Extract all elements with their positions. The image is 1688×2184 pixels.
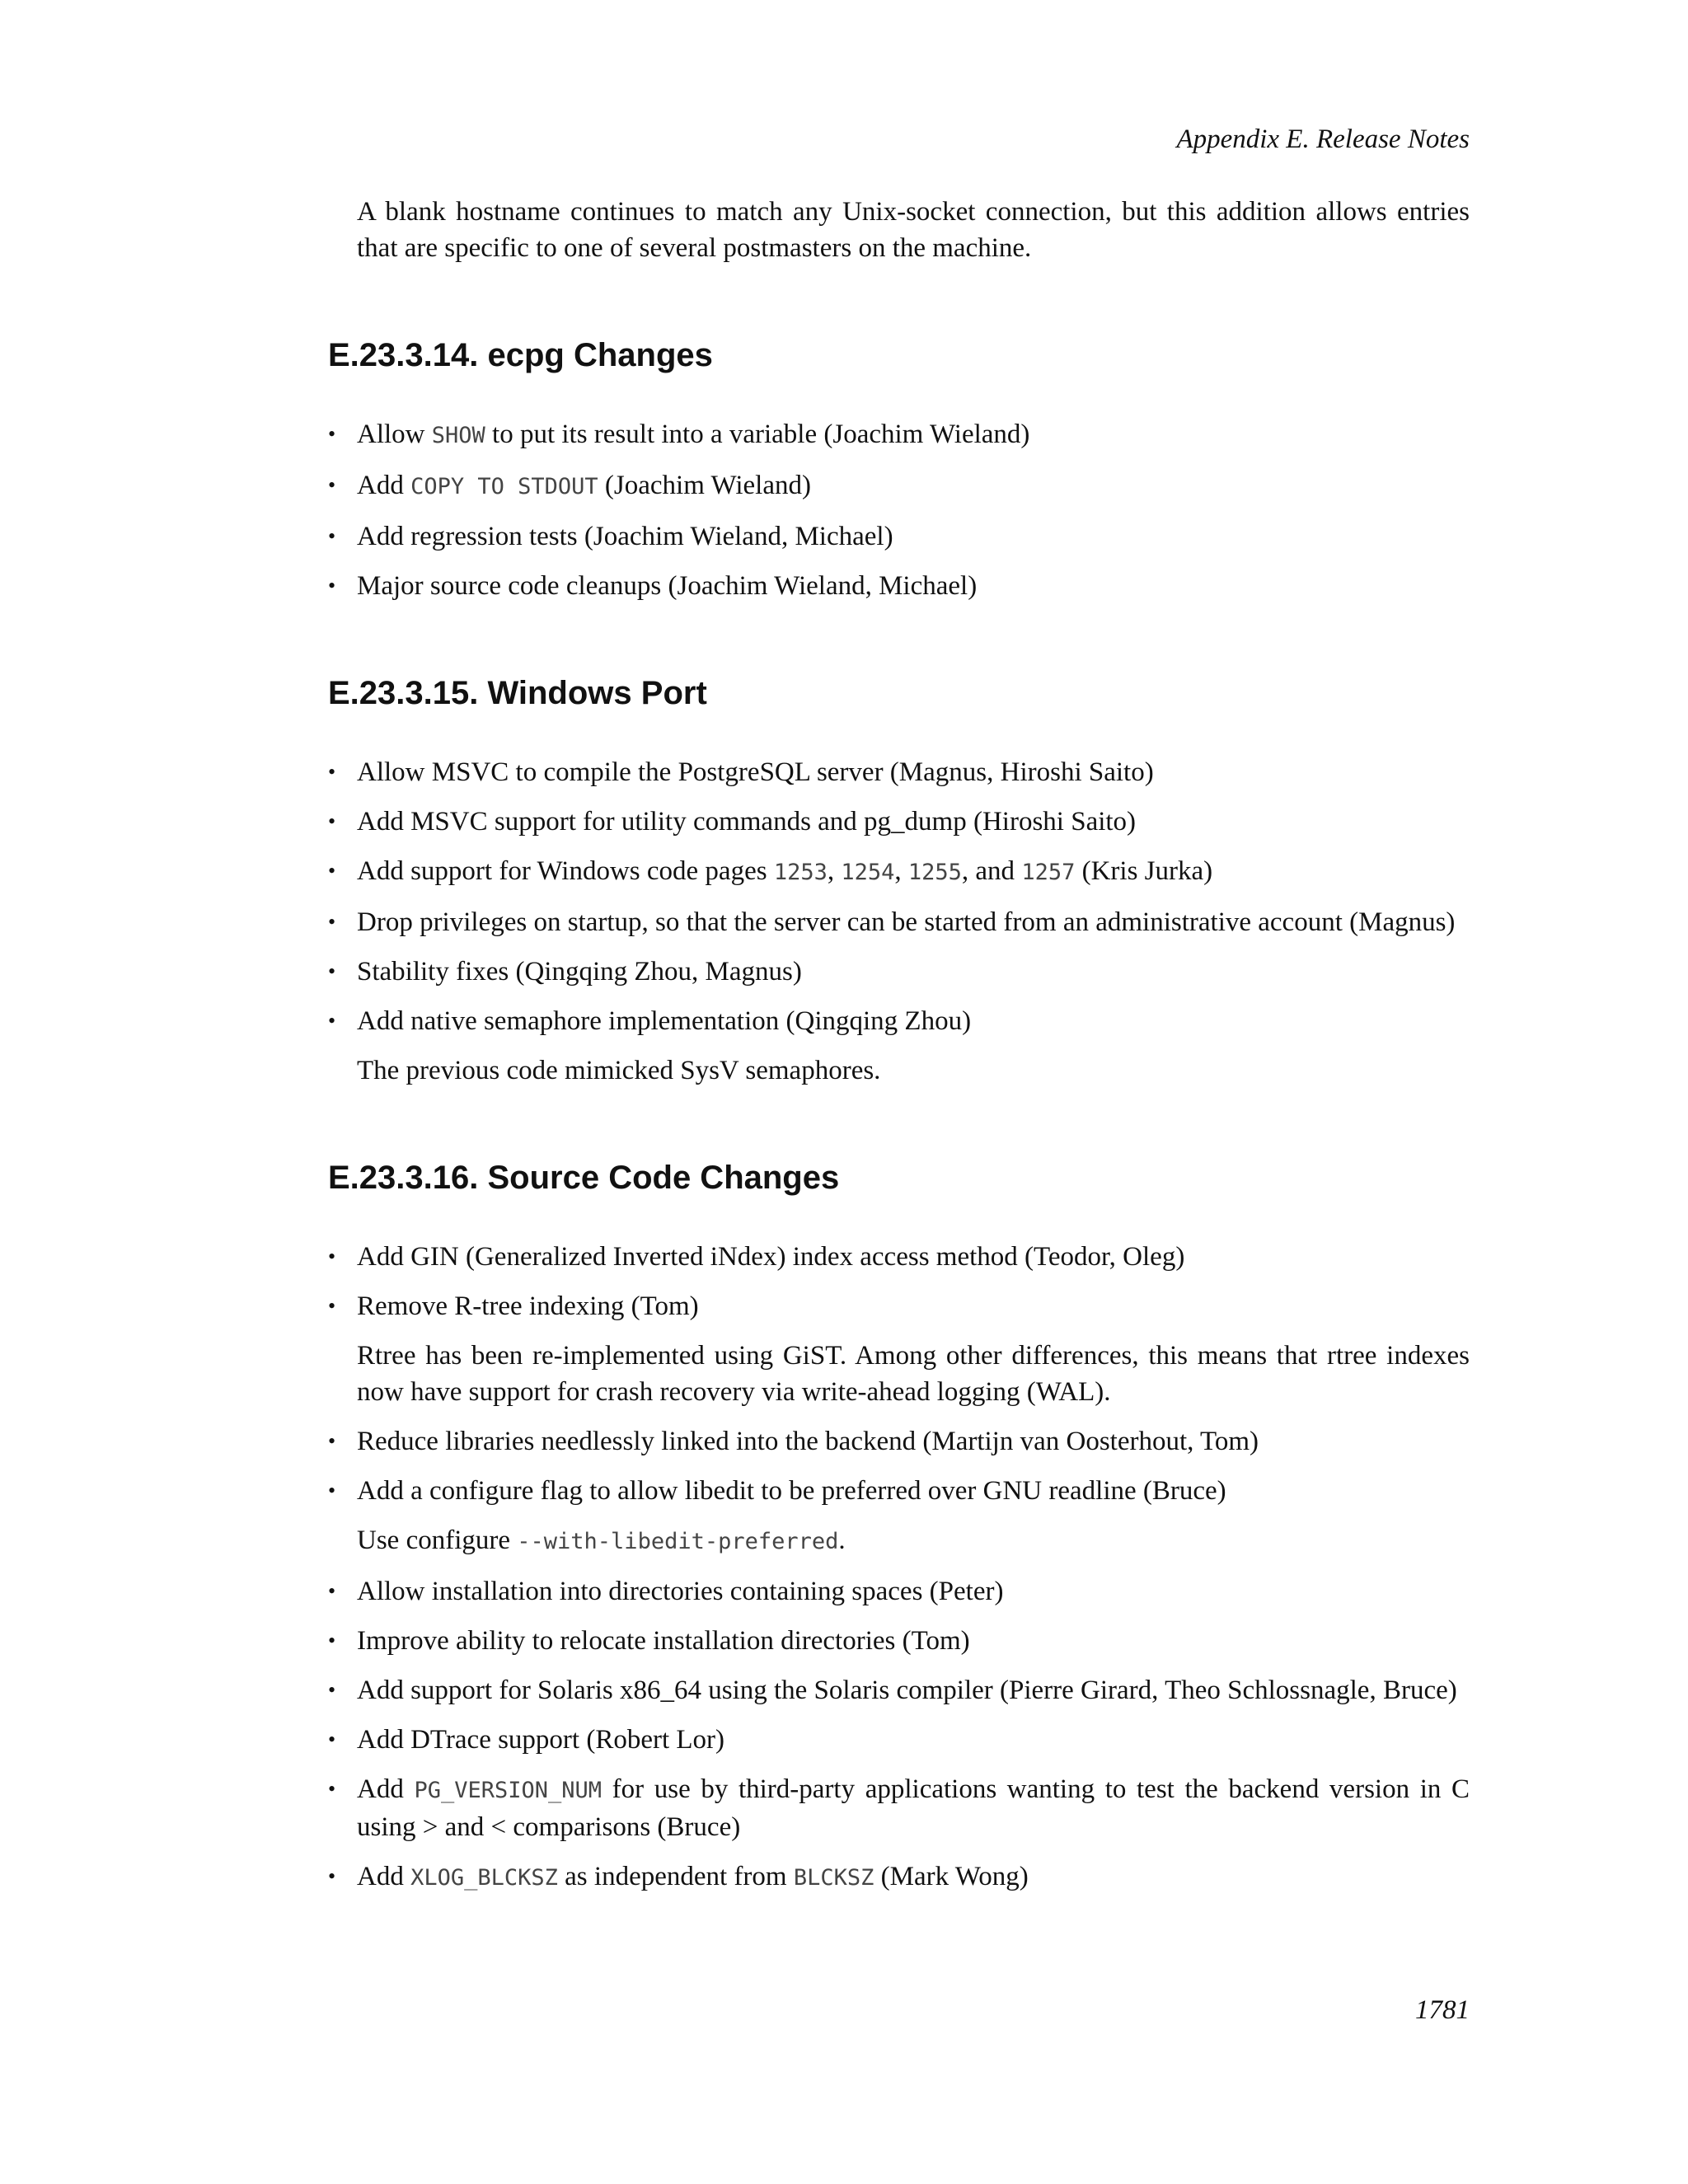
list-item: • Allow MSVC to compile the PostgreSQL server (Magnus, Hiroshi Saito) [328,754,1470,790]
source-list [328,1239,1470,1896]
running-header: Appendix E. Release Notes [1176,124,1470,154]
code-literal: 1254 [841,860,895,885]
list-item: • Add MSVC support for utility commands and pg_dump (Hiroshi Saito) [328,804,1470,840]
list-item: • Improve ability to relocate installation directories (Tom) [328,1623,1470,1659]
list-item: • Remove R-tree indexing (Tom) Rtree has been re-implemented using GiST. Among other differences, this means that rtree indexes now have support for crash recovery via write-ahead logging (WAL). [328,1288,1470,1410]
code-literal: --with-libedit-preferred [517,1529,839,1554]
item-note: Use configure --with-libedit-preferred. [357,1526,846,1555]
code-literal: 1255 [907,860,962,885]
code-literal: SHOW [431,423,485,448]
list-item: • Add PG_VERSION_NUM for use by third-party applications wanting to test the backend version in C using > and < comparisons (Bruce) [328,1771,1470,1845]
list-item: • Add support for Solaris x86_64 using the Solaris compiler (Pierre Girard, Theo Schlossnagle, Bruce) [328,1672,1470,1708]
intro-paragraph: A blank hostname continues to match any Unix-socket connection, but this addition allows entries that are specific to one of several postmasters on the machine. [357,197,1470,263]
code-literal: 1257 [1021,860,1076,885]
section-heading-ecpg: E.23.3.14. ecpg Changes [328,337,713,373]
list-item: • Add GIN (Generalized Inverted iNdex) index access method (Teodor, Oleg) [328,1239,1470,1275]
code-literal: PG_VERSION_NUM [414,1778,603,1803]
list-item: • Add XLOG_BLCKSZ as independent from BLCKSZ (Mark Wong) [328,1858,1470,1896]
code-literal: 1253 [773,860,828,885]
list-item: • Allow installation into directories containing spaces (Peter) [328,1573,1470,1610]
code-literal: COPY TO STDOUT [410,474,598,499]
list-item: • Major source code cleanups (Joachim Wieland, Michael) [328,568,1470,604]
page-content [328,194,1470,1910]
code-literal: BLCKSZ [793,1865,874,1891]
list-item: • Add native semaphore implementation (Qingqing Zhou) The previous code mimicked SysV semaphores. [328,1003,1470,1089]
item-note: Rtree has been re-implemented using GiST. Among other differences, this means that rtree indexes now have support for crash recovery via write-ahead logging (WAL). [357,1341,1470,1407]
list-item: • Add DTrace support (Robert Lor) [328,1722,1470,1758]
page-number: 1781 [1415,1995,1470,2025]
list-item: • Add a configure flag to allow libedit to be preferred over GNU readline (Bruce) Use configure --with-libedit-preferred. [328,1473,1470,1560]
list-item: • Allow SHOW to put its result into a variable (Joachim Wieland) [328,416,1470,454]
list-item: • Drop privileges on startup, so that the server can be started from an administrative account (Magnus) [328,904,1470,940]
code-literal: XLOG_BLCKSZ [410,1865,558,1891]
ecpg-list [328,416,1470,604]
list-item: • Add COPY TO STDOUT (Joachim Wieland) [328,467,1470,505]
list-item: • Stability fixes (Qingqing Zhou, Magnus) [328,954,1470,990]
windows-list [328,754,1470,1089]
list-item: • Add support for Windows code pages 1253, 1254, 1255, and 1257 (Kris Jurka) [328,853,1470,891]
section-heading-source: E.23.3.16. Source Code Changes [328,1160,840,1196]
list-item: • Add regression tests (Joachim Wieland, Michael) [328,518,1470,555]
section-heading-windows: E.23.3.15. Windows Port [328,675,707,711]
item-note: The previous code mimicked SysV semaphores. [357,1056,881,1085]
list-item: • Reduce libraries needlessly linked into the backend (Martijn van Oosterhout, Tom) [328,1423,1470,1460]
